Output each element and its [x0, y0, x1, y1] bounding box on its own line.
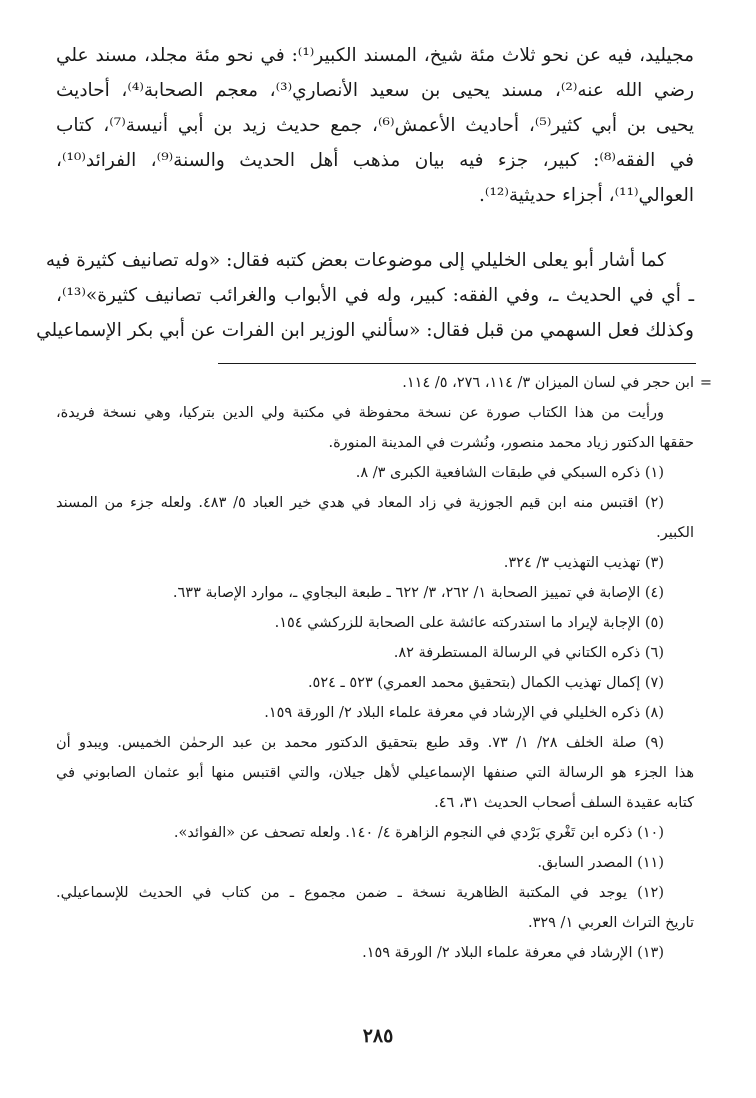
main-text	[36, 38, 694, 348]
footnote-line: (٢) اقتبس منه ابن قيم الجوزية في زاد المعاد في هدي خير العباد ٥/ ٤٨٣. ولعله جزء من المسند	[56, 495, 665, 511]
footnote-line: (١) ذكره السبكي في طبقات الشافعية الكبرى ٣/ ٨.	[355, 465, 664, 481]
footnotes	[56, 368, 712, 968]
footnote-line: حققها الدكتور زياد محمد منصور، ونُشرت في المدينة المنورة.	[328, 435, 694, 451]
body-line: في الفقه⁽⁸⁾: كبير، جزء فيه بيان مذهب أهل الحديث والسنة⁽⁹⁾، الفرائد⁽¹⁰⁾،	[56, 150, 694, 171]
paragraph-gap	[56, 213, 694, 243]
footnote-line: (١٢) يوجد في المكتبة الظاهرية نسخة ـ ضمن مجموع ـ من كتاب في الحديث للإسماعيلي.	[56, 885, 664, 901]
footnote-line: (١٠) ذكره ابن تَغْري بَرْدي في النجوم الزاهرة ٤/ ١٤٠. ولعله تصحف عن «الفوائد».	[173, 825, 664, 841]
body-line: ـ أي في الحديث ـ، وفي الفقه: كبير، وله في الأبواب والغرائب تصانيف كثيرة»⁽¹³⁾،	[56, 285, 694, 306]
footnote-line: (١٣) الإرشاد في معرفة علماء البلاد ٢/ الورقة ١٥٩.	[362, 945, 664, 961]
footnote-line: هذا الجزء هو الرسالة التي صنفها الإسماعيلي لأهل جيلان، والتي اقتبس منها أبو عثمان الصابوني في	[56, 765, 694, 781]
footnote-line: تاريخ التراث العربي ١/ ٣٢٩.	[527, 915, 694, 931]
footnote-line: (٤) الإصابة في تمييز الصحابة ١/ ٢٦٢، ٣/ ٦٢٢ ـ طبعة البجاوي ـ، موارد الإصابة ٦٣٣.	[172, 585, 664, 601]
footnote-line: (١١) المصدر السابق.	[537, 855, 664, 871]
page-number: ٢٨٥	[362, 1025, 394, 1047]
footnote-line: (٩) صلة الخلف ٢٨/ ١/ ٧٣. وقد طبع بتحقيق الدكتور محمد بن عبد الرحمٰن الخميس. ويبدو أن	[56, 735, 665, 751]
body-line: مجيليد، فيه عن نحو ثلاث مئة شيخ، المسند الكبير⁽¹⁾: في نحو مئة مجلد، مسند علي	[56, 45, 694, 66]
footnote-line: ورأيت من هذا الكتاب صورة عن نسخة محفوظة في مكتبة ولي الدين بتركيا، وهي نسخة فريدة،	[56, 405, 664, 421]
footnote-line: (٨) ذكره الخليلي في الإرشاد في معرفة علماء البلاد ٢/ الورقة ١٥٩.	[264, 705, 664, 721]
body-line: يحيى بن أبي كثير⁽⁵⁾، أحاديث الأعمش⁽⁶⁾، جمع حديث زيد بن أبي أنيسة⁽⁷⁾، كتاب	[56, 115, 694, 136]
footnote-line: (٦) ذكره الكتاني في الرسالة المستطرفة ٨٢.	[393, 645, 664, 661]
footnote-divider	[218, 363, 696, 364]
footnote-line	[56, 368, 712, 398]
footnote-text: ابن حجر في لسان الميزان ٣/ ١١٤، ٢٧٦، ٥/ ١١٤.	[402, 375, 694, 391]
body-line: العوالي⁽¹¹⁾، أجزاء حديثية⁽¹²⁾.	[479, 185, 694, 206]
footnote-line: كتابه عقيدة السلف أصحاب الحديث ٣١، ٤٦.	[434, 795, 694, 811]
body-line: كما أشار أبو يعلى الخليلي إلى موضوعات بعض كتبه فقال: «وله تصانيف كثيرة فيه	[45, 250, 666, 271]
footnote-line: (٥) الإجابة لإيراد ما استدركته عائشة على الصحابة للزركشي ١٥٤.	[274, 615, 664, 631]
body-line: وكذلك فعل السهمي من قبل فقال: «سألني الوزير ابن الفرات عن أبي بكر الإسماعيلي	[36, 320, 694, 341]
footnote-line: الكبير.	[656, 525, 694, 541]
footnote-line: (٣) تهذيب التهذيب ٣/ ٣٢٤.	[503, 555, 664, 571]
footnote-line: (٧) إكمال تهذيب الكمال (بتحقيق محمد العمري) ٥٢٣ ـ ٥٢٤.	[307, 675, 664, 691]
continuation-mark: =	[699, 375, 712, 391]
body-line: رضي الله عنه⁽²⁾، مسند يحيى بن سعيد الأنصاري⁽³⁾، معجم الصحابة⁽⁴⁾، أحاديث	[56, 80, 694, 101]
